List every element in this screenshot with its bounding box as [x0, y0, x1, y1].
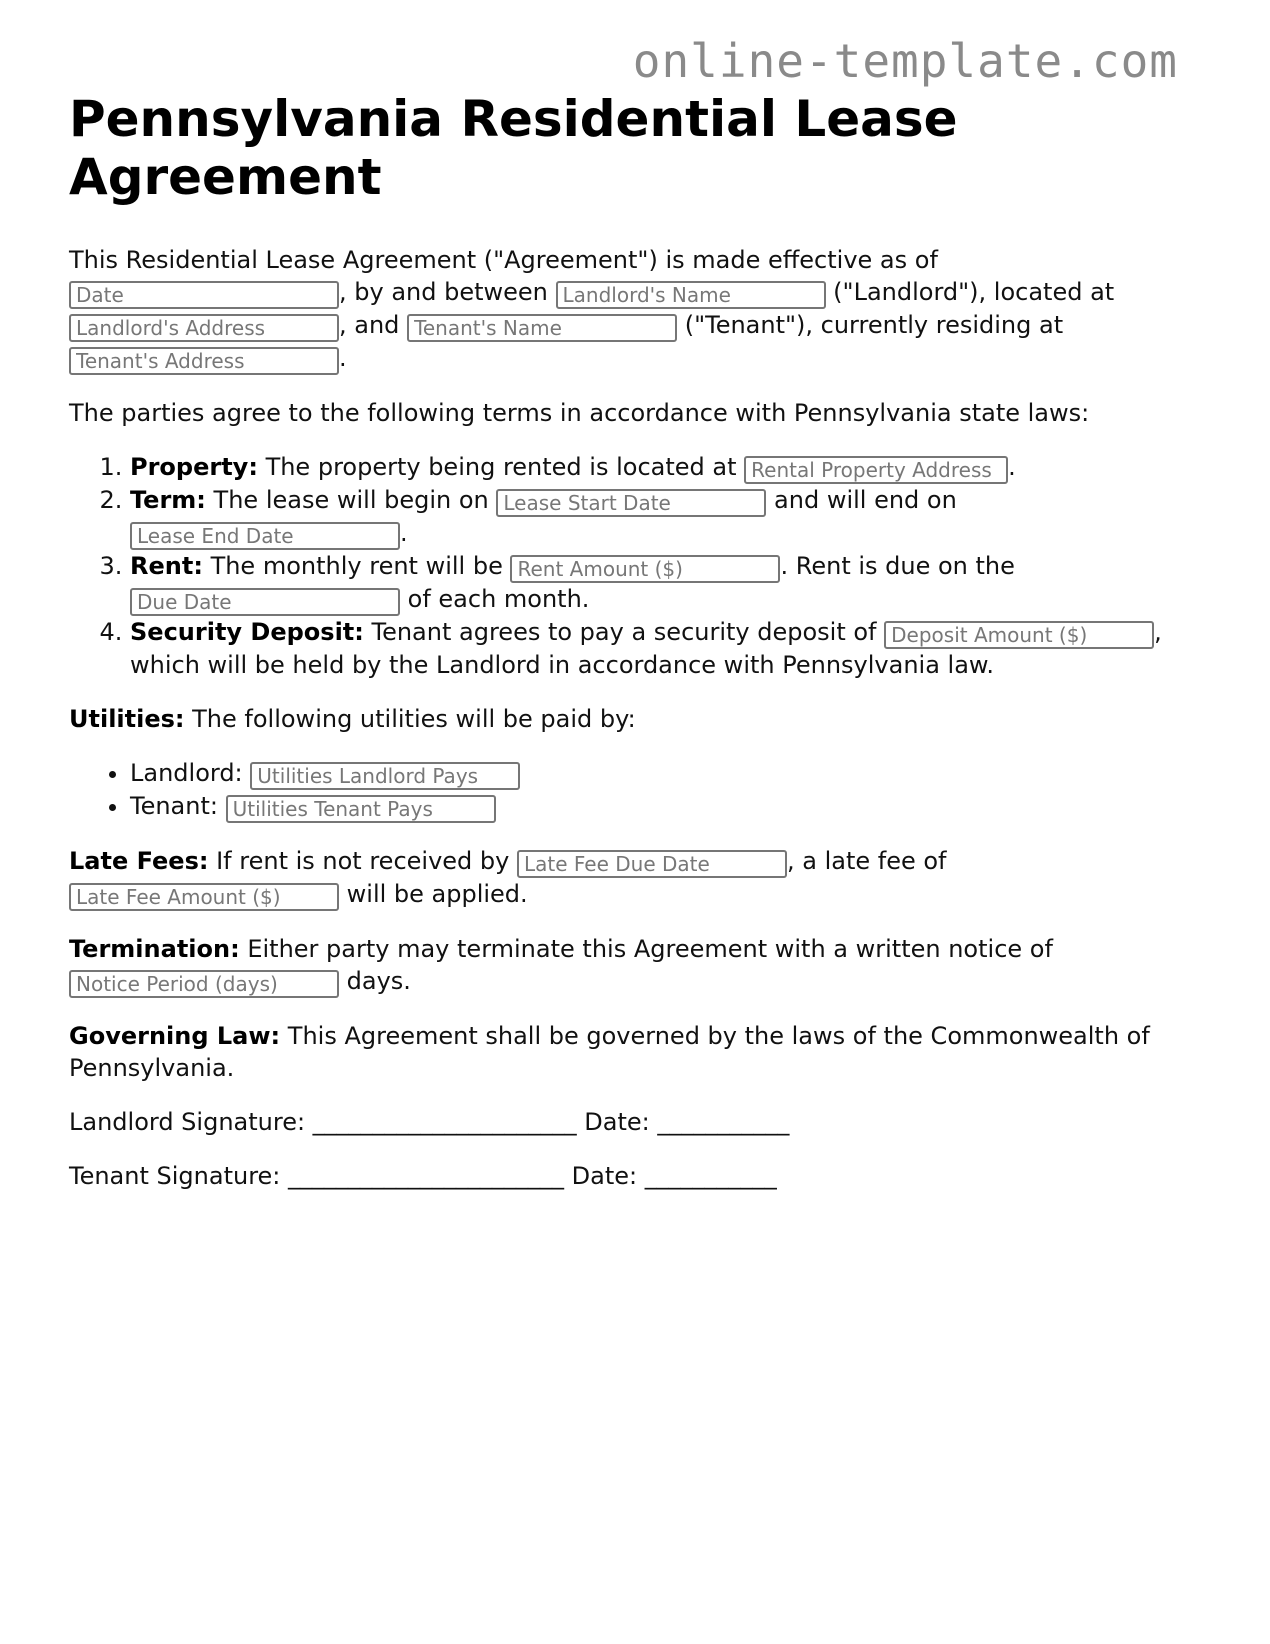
term-text-mid: and will end on	[774, 486, 957, 514]
late-fee-amount-input[interactable]	[69, 883, 339, 911]
term-lease-term	[130, 484, 1199, 550]
tenant-address-input[interactable]	[69, 347, 339, 375]
intro-text: .	[339, 344, 347, 372]
term-text: The lease will begin on	[213, 486, 489, 514]
termination-text-end: days.	[346, 967, 411, 995]
parties-paragraph: The parties agree to the following terms in accordance with Pennsylvania state laws:	[69, 399, 1090, 427]
notice-period-input[interactable]	[69, 970, 339, 998]
rent-label: Rent:	[130, 552, 203, 580]
property-label: Property:	[130, 453, 258, 481]
termination-text: Either party may terminate this Agreement with a written notice of	[247, 935, 1053, 963]
intro-text: , by and between	[339, 278, 548, 306]
deposit-text: Tenant agrees to pay a security deposit of	[371, 618, 877, 646]
utilities-tenant-item	[130, 790, 1199, 823]
rent-text-end: of each month.	[407, 585, 590, 613]
utilities-paragraph	[69, 703, 1199, 735]
late-fees-label: Late Fees:	[69, 847, 209, 875]
term-property	[130, 451, 1199, 484]
rent-amount-input[interactable]	[510, 555, 780, 583]
watermark: online-template.com	[632, 34, 1178, 88]
document	[69, 90, 1199, 1192]
rental-property-address-input[interactable]	[744, 456, 1008, 484]
term-text-end: .	[400, 519, 408, 547]
intro-paragraph	[69, 244, 1199, 375]
page-title: Pennsylvania Residential Lease Agreement	[69, 90, 958, 206]
landlord-signature-line: Landlord Signature: ______________________ Date: ___________	[69, 1108, 790, 1136]
late-fees-paragraph	[69, 845, 1199, 911]
governing-law-label: Governing Law:	[69, 1022, 281, 1050]
deposit-text-end: , which will be held by the Landlord in accordance with Pennsylvania law.	[130, 618, 1162, 679]
utilities-list	[69, 757, 1199, 823]
utilities-landlord-item	[130, 757, 1199, 790]
utilities-text: The following utilities will be paid by:	[192, 705, 636, 733]
intro-text: This Residential Lease Agreement ("Agreement") is made effective as of	[69, 246, 938, 274]
termination-label: Termination:	[69, 935, 240, 963]
deposit-label: Security Deposit:	[130, 618, 364, 646]
utilities-tenant-input[interactable]	[226, 795, 496, 823]
due-date-input[interactable]	[130, 588, 400, 616]
rent-text: The monthly rent will be	[210, 552, 503, 580]
landlord-name-input[interactable]	[556, 281, 826, 309]
tenant-signature-line: Tenant Signature: _______________________ Date: ___________	[69, 1162, 777, 1190]
date-input[interactable]	[69, 281, 339, 309]
late-fees-text-end: will be applied.	[346, 880, 528, 908]
utilities-landlord-input[interactable]	[250, 762, 520, 790]
intro-text: , and	[339, 311, 400, 339]
terms-list	[69, 451, 1199, 681]
lease-end-date-input[interactable]	[130, 522, 400, 550]
deposit-amount-input[interactable]	[884, 621, 1154, 649]
rent-text-mid: . Rent is due on the	[780, 552, 1015, 580]
termination-paragraph	[69, 933, 1199, 998]
utilities-label: Utilities:	[69, 705, 185, 733]
intro-text: ("Landlord"), located at	[833, 278, 1115, 306]
term-security-deposit	[130, 616, 1199, 681]
lease-start-date-input[interactable]	[496, 489, 766, 517]
utilities-landlord-label: Landlord:	[130, 759, 243, 787]
term-rent	[130, 550, 1199, 616]
late-fees-text-mid: , a late fee of	[786, 847, 947, 875]
intro-text: ("Tenant"), currently residing at	[684, 311, 1064, 339]
landlord-address-input[interactable]	[69, 314, 339, 342]
utilities-tenant-label: Tenant:	[130, 792, 218, 820]
property-text: The property being rented is located at	[265, 453, 737, 481]
governing-law-paragraph	[69, 1020, 1199, 1084]
late-fees-text: If rent is not received by	[216, 847, 510, 875]
term-label: Term:	[130, 486, 206, 514]
tenant-name-input[interactable]	[407, 314, 677, 342]
late-fee-due-date-input[interactable]	[517, 850, 787, 878]
property-text-end: .	[1008, 453, 1016, 481]
governing-law-text: This Agreement shall be governed by the laws of the Commonwealth of Pennsylvania.	[69, 1022, 1150, 1082]
